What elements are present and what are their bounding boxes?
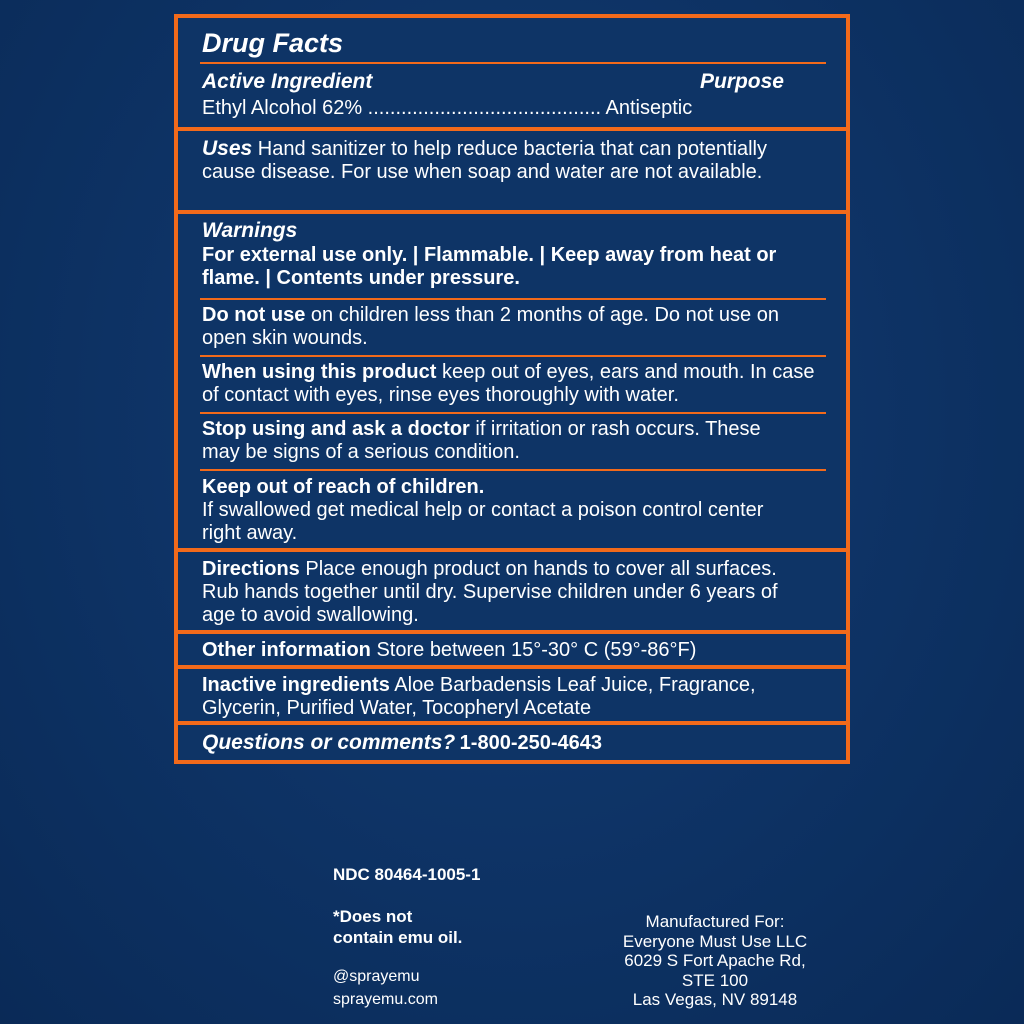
keep-out-label: Keep out of reach of children.	[202, 476, 485, 498]
stop-using-section	[178, 418, 846, 464]
uses-section	[178, 137, 846, 184]
social-handle[interactable]: @sprayemu	[333, 968, 420, 985]
when-using-text: keep out of eyes, ears and mouth. In case of contact with eyes, rinse eyes thoroughly with water.	[202, 361, 815, 406]
manufacturer-block	[590, 912, 840, 1010]
other-info-section	[178, 639, 846, 662]
do-not-use-text: on children less than 2 months of age. Do not use on open skin wounds.	[202, 304, 779, 349]
warnings-section	[178, 219, 846, 290]
mfg-line: 6029 S Fort Apache Rd,	[624, 951, 806, 970]
uses-label: Uses	[202, 137, 253, 160]
uses-text: Hand sanitizer to help reduce bacteria that can potentially cause disease. For use when soap and water are not available.	[202, 138, 767, 183]
ndc-code: NDC 80464-1005-1	[333, 865, 481, 884]
warnings-main: For external use only. | Flammable. | Keep away from heat or flame. | Contents under pressure.	[202, 244, 777, 289]
drug-facts-panel	[174, 14, 850, 764]
mfg-line: Manufactured For:	[645, 912, 785, 931]
purpose-heading: Purpose	[699, 70, 784, 93]
divider	[200, 298, 826, 300]
divider	[200, 355, 826, 357]
warnings-heading: Warnings	[202, 219, 298, 242]
divider	[200, 469, 826, 471]
do-not-use-label: Do not use	[202, 304, 306, 326]
when-using-label: When using this product	[202, 361, 437, 383]
other-info-text: Store between 15°-30° C (59°-86°F)	[376, 639, 697, 661]
section-bar	[178, 548, 846, 552]
leader-dots: ..........................................	[367, 97, 602, 119]
emu-note-line1: *Does not	[333, 907, 413, 926]
drug-facts-header	[178, 28, 846, 58]
mfg-line: Las Vegas, NV 89148	[632, 990, 798, 1009]
keep-out-section	[178, 476, 846, 545]
active-ingredient-heading: Active Ingredient	[202, 70, 373, 93]
section-bar	[178, 721, 846, 725]
other-info-label: Other information	[202, 639, 371, 661]
keep-out-text: If swallowed get medical help or contact a poison control center right away.	[202, 499, 764, 544]
inactive-label: Inactive ingredients	[202, 674, 390, 696]
when-using-section	[178, 361, 846, 407]
inactive-section	[178, 674, 846, 720]
mfg-line: STE 100	[681, 970, 749, 990]
active-ingredient-value: Ethyl Alcohol 62%	[202, 97, 363, 119]
directions-text: Place enough product on hands to cover all surfaces. Rub hands together until dry. Supervise children under 6 years of age to avoid swallowing.	[202, 558, 778, 626]
active-ingredient-row	[202, 97, 824, 120]
divider	[200, 412, 826, 414]
drug-facts-title: Drug Facts	[202, 28, 344, 58]
active-ingredient-section	[178, 70, 846, 120]
directions-section	[178, 558, 846, 627]
stop-using-text: if irritation or rash occurs. These may be signs of a serious condition.	[202, 418, 761, 463]
section-bar	[178, 127, 846, 131]
section-bar	[178, 630, 846, 634]
purpose-value: Antiseptic	[605, 97, 693, 119]
website-link[interactable]: sprayemu.com	[333, 991, 438, 1008]
section-bar	[178, 210, 846, 214]
do-not-use-section	[178, 304, 846, 350]
emu-note-line2: contain emu oil.	[333, 928, 463, 947]
inactive-text: Aloe Barbadensis Leaf Juice, Fragrance, Glycerin, Purified Water, Tocopheryl Acetate	[202, 674, 756, 719]
questions-section	[178, 731, 846, 757]
mfg-line: Everyone Must Use LLC	[622, 931, 808, 951]
stop-using-label: Stop using and ask a doctor	[202, 418, 470, 440]
divider	[200, 62, 826, 64]
section-bar	[178, 665, 846, 669]
questions-phone[interactable]: 1-800-250-4643	[459, 732, 603, 754]
directions-label: Directions	[202, 558, 300, 580]
questions-label: Questions or comments?	[202, 731, 456, 754]
